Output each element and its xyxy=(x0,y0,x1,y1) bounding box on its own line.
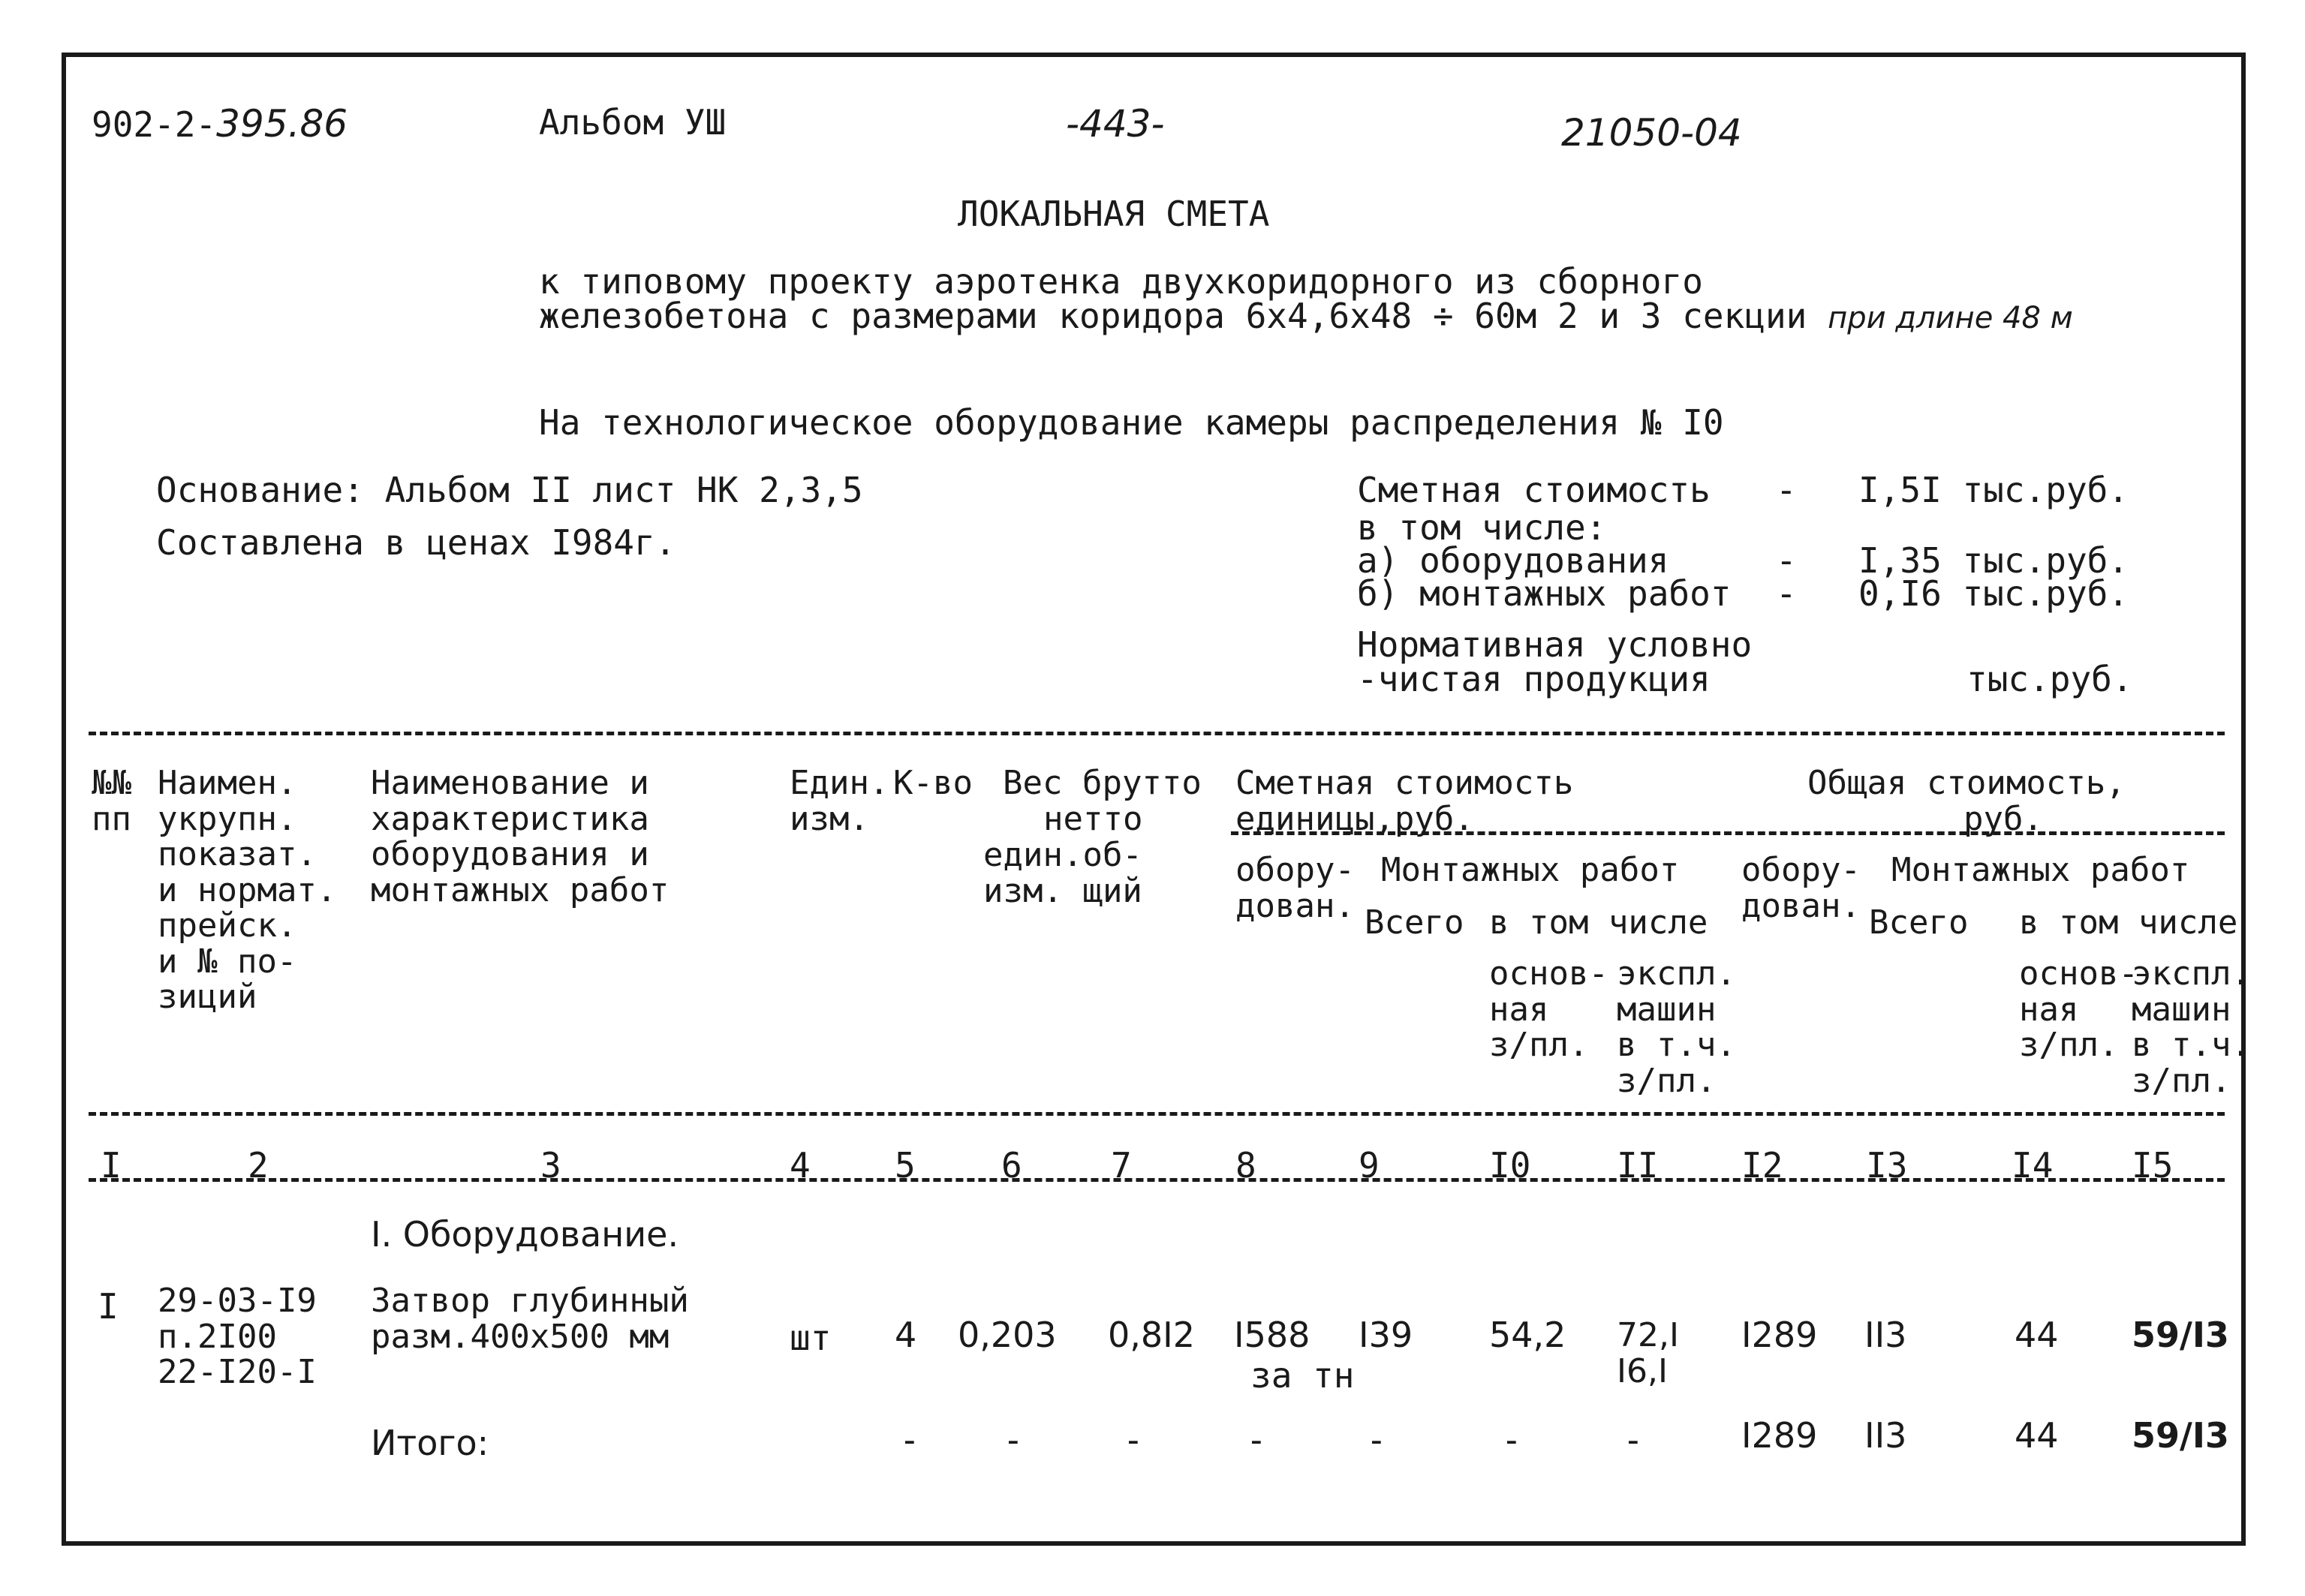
column-number: I5 xyxy=(2132,1145,2174,1186)
doc-code-handwritten: 395.86 xyxy=(216,102,348,146)
totals-dash: - xyxy=(899,1420,920,1460)
col-header-machines-total: экспл. машин в т.ч. з/пл. xyxy=(2132,954,2251,1100)
mounting-cost-dash: - xyxy=(1776,573,1797,614)
equipment-cost-value: I,35 тыс.руб. xyxy=(1858,540,2129,581)
normative-label-2: -чистая продукция xyxy=(1357,659,1711,699)
row-unit: шт xyxy=(790,1318,832,1358)
subtitle-line-1: к типовому проекту аэротенка двухкоридорного из сборного xyxy=(539,261,1703,302)
column-number: I4 xyxy=(2012,1145,2054,1186)
row-mount-total: I39 xyxy=(1359,1315,1413,1355)
row-weight-total: 0,8I2 xyxy=(1108,1315,1195,1355)
row-equip-unit-note: за тн xyxy=(1250,1355,1355,1396)
column-number: 5 xyxy=(895,1145,916,1186)
basis-line: Основание: Альбом II лист НК 2,3,5 xyxy=(156,470,863,510)
column-number: II xyxy=(1617,1145,1659,1186)
row-number: I xyxy=(98,1286,119,1327)
separator-mid xyxy=(89,1112,2225,1116)
row-machines-total: 59/I3 xyxy=(2132,1315,2229,1355)
mounting-cost-value: 0,I6 тыс.руб. xyxy=(1858,573,2129,614)
page-number: -443- xyxy=(1066,102,1165,146)
col-header-name: Наименование и характеристика оборудования и монтажных работ xyxy=(371,764,670,909)
equipment-cost-label: а) оборудования xyxy=(1357,540,1669,581)
col-header-total-all: Всего xyxy=(1869,903,1969,942)
col-header-total-unit: Всего xyxy=(1365,903,1464,942)
col-header-unit: Един. изм. xyxy=(790,764,889,838)
reference-number: 21050-04 xyxy=(1561,111,1742,155)
col-header-basic-unit: основ- ная з/пл. xyxy=(1489,954,1608,1065)
col-header-mount-unit: Монтажных работ xyxy=(1381,851,1680,889)
document-title: ЛОКАЛЬНАЯ СМЕТА xyxy=(958,194,1270,234)
separator-top xyxy=(89,732,2225,735)
col-header-unit-cost: Сметная стоимость xyxy=(1235,764,1574,802)
totals-basic-total: 44 xyxy=(2015,1415,2059,1456)
total-cost-dash: - xyxy=(1776,470,1797,510)
column-number: I3 xyxy=(1866,1145,1908,1186)
row-mount-total-all: II3 xyxy=(1864,1315,1907,1355)
doc-code xyxy=(92,102,348,146)
section-title: I. Оборудование. xyxy=(371,1214,679,1255)
col-header-incl-total: в том числе xyxy=(2019,903,2238,942)
col-header-basic-total: основ- ная з/пл. xyxy=(2019,954,2138,1065)
equipment-cost-dash: - xyxy=(1776,540,1797,581)
col-header-unit-cost-2: единицы,руб. xyxy=(1235,800,1474,838)
totals-machines-total: 59/I3 xyxy=(2132,1415,2229,1456)
totals-dash: - xyxy=(1246,1420,1267,1460)
col-header-equip-unit: обору- дован. xyxy=(1235,851,1355,925)
totals-dash: - xyxy=(1623,1420,1644,1460)
normative-label-1: Нормативная условно xyxy=(1357,624,1753,665)
totals-dash: - xyxy=(1366,1420,1387,1460)
including-label: в том числе: xyxy=(1357,507,1607,548)
col-header-weight: Вес брутто xyxy=(1003,764,1202,802)
row-basic-total: 44 xyxy=(2015,1315,2059,1355)
column-number: I0 xyxy=(1489,1145,1531,1186)
col-header-weight-net: нетто xyxy=(1043,800,1143,838)
totals-dash: - xyxy=(1501,1420,1522,1460)
col-header-equip-total: обору- дован. xyxy=(1741,851,1861,925)
column-number: I2 xyxy=(1741,1145,1783,1186)
column-number: 3 xyxy=(540,1145,561,1186)
total-cost-value: I,5I тыс.руб. xyxy=(1858,470,2129,510)
totals-dash: - xyxy=(1003,1420,1024,1460)
totals-equip-total: I289 xyxy=(1741,1415,1818,1456)
column-number: 4 xyxy=(790,1145,811,1186)
column-number: 9 xyxy=(1359,1145,1380,1186)
row-qty: 4 xyxy=(895,1315,917,1355)
doc-code-printed: 902-2- xyxy=(92,104,217,145)
col-header-code: Наимен. укрупн. показат. и нормат. прейск. и № по- зиций xyxy=(158,764,337,1017)
col-header-total-cost-2: руб. xyxy=(1963,800,2043,838)
col-header-weight-sub: един.об- изм. щий xyxy=(983,836,1142,910)
normative-value: тыс.руб. xyxy=(1966,659,2133,699)
totals-mount-total: II3 xyxy=(1864,1415,1907,1456)
row-equip-unit: I588 xyxy=(1234,1315,1310,1355)
totals-dash: - xyxy=(1123,1420,1144,1460)
row-machines: 72,I I6,I xyxy=(1617,1316,1679,1390)
row-basic: 54,2 xyxy=(1489,1315,1566,1355)
prices-line: Составлена в ценах I984г. xyxy=(156,522,676,563)
total-cost-label: Сметная стоимость xyxy=(1357,470,1711,510)
subtitle-handwritten-note: при длине 48 м xyxy=(1828,301,2073,335)
subtitle-line-2 xyxy=(539,296,2073,336)
col-header-qty: К-во xyxy=(893,764,973,802)
purpose-line: На технологическое оборудование камеры распределения № I0 xyxy=(539,402,1724,443)
row-weight-unit: 0,203 xyxy=(958,1315,1057,1355)
column-number: I xyxy=(101,1145,122,1186)
column-number: 6 xyxy=(1001,1145,1022,1186)
col-header-mount-total: Монтажных работ xyxy=(1891,851,2190,889)
column-number: 7 xyxy=(1111,1145,1132,1186)
row-code: 29-03-I9 п.2I00 22-I20-I xyxy=(158,1282,317,1392)
column-number: 8 xyxy=(1235,1145,1256,1186)
row-equip-total: I289 xyxy=(1741,1315,1818,1355)
row-name: Затвор глубинный разм.400х500 мм xyxy=(371,1282,689,1356)
col-header-incl-unit: в том числе xyxy=(1489,903,1708,942)
col-header-machines-unit: экспл. машин в т.ч. з/пл. xyxy=(1617,954,1736,1100)
mounting-cost-label: б) монтажных работ xyxy=(1357,573,1732,614)
album-label: Альбом УШ xyxy=(539,102,727,143)
totals-label: Итого: xyxy=(371,1423,489,1463)
col-header-number: №№ пп xyxy=(92,764,131,838)
subtitle-line-2-text: железобетона с размерами коридора 6х4,6х48 ÷ 60м 2 и 3 секции xyxy=(539,296,1807,336)
column-number: 2 xyxy=(248,1145,269,1186)
col-header-total-cost: Общая стоимость, xyxy=(1807,764,2126,802)
